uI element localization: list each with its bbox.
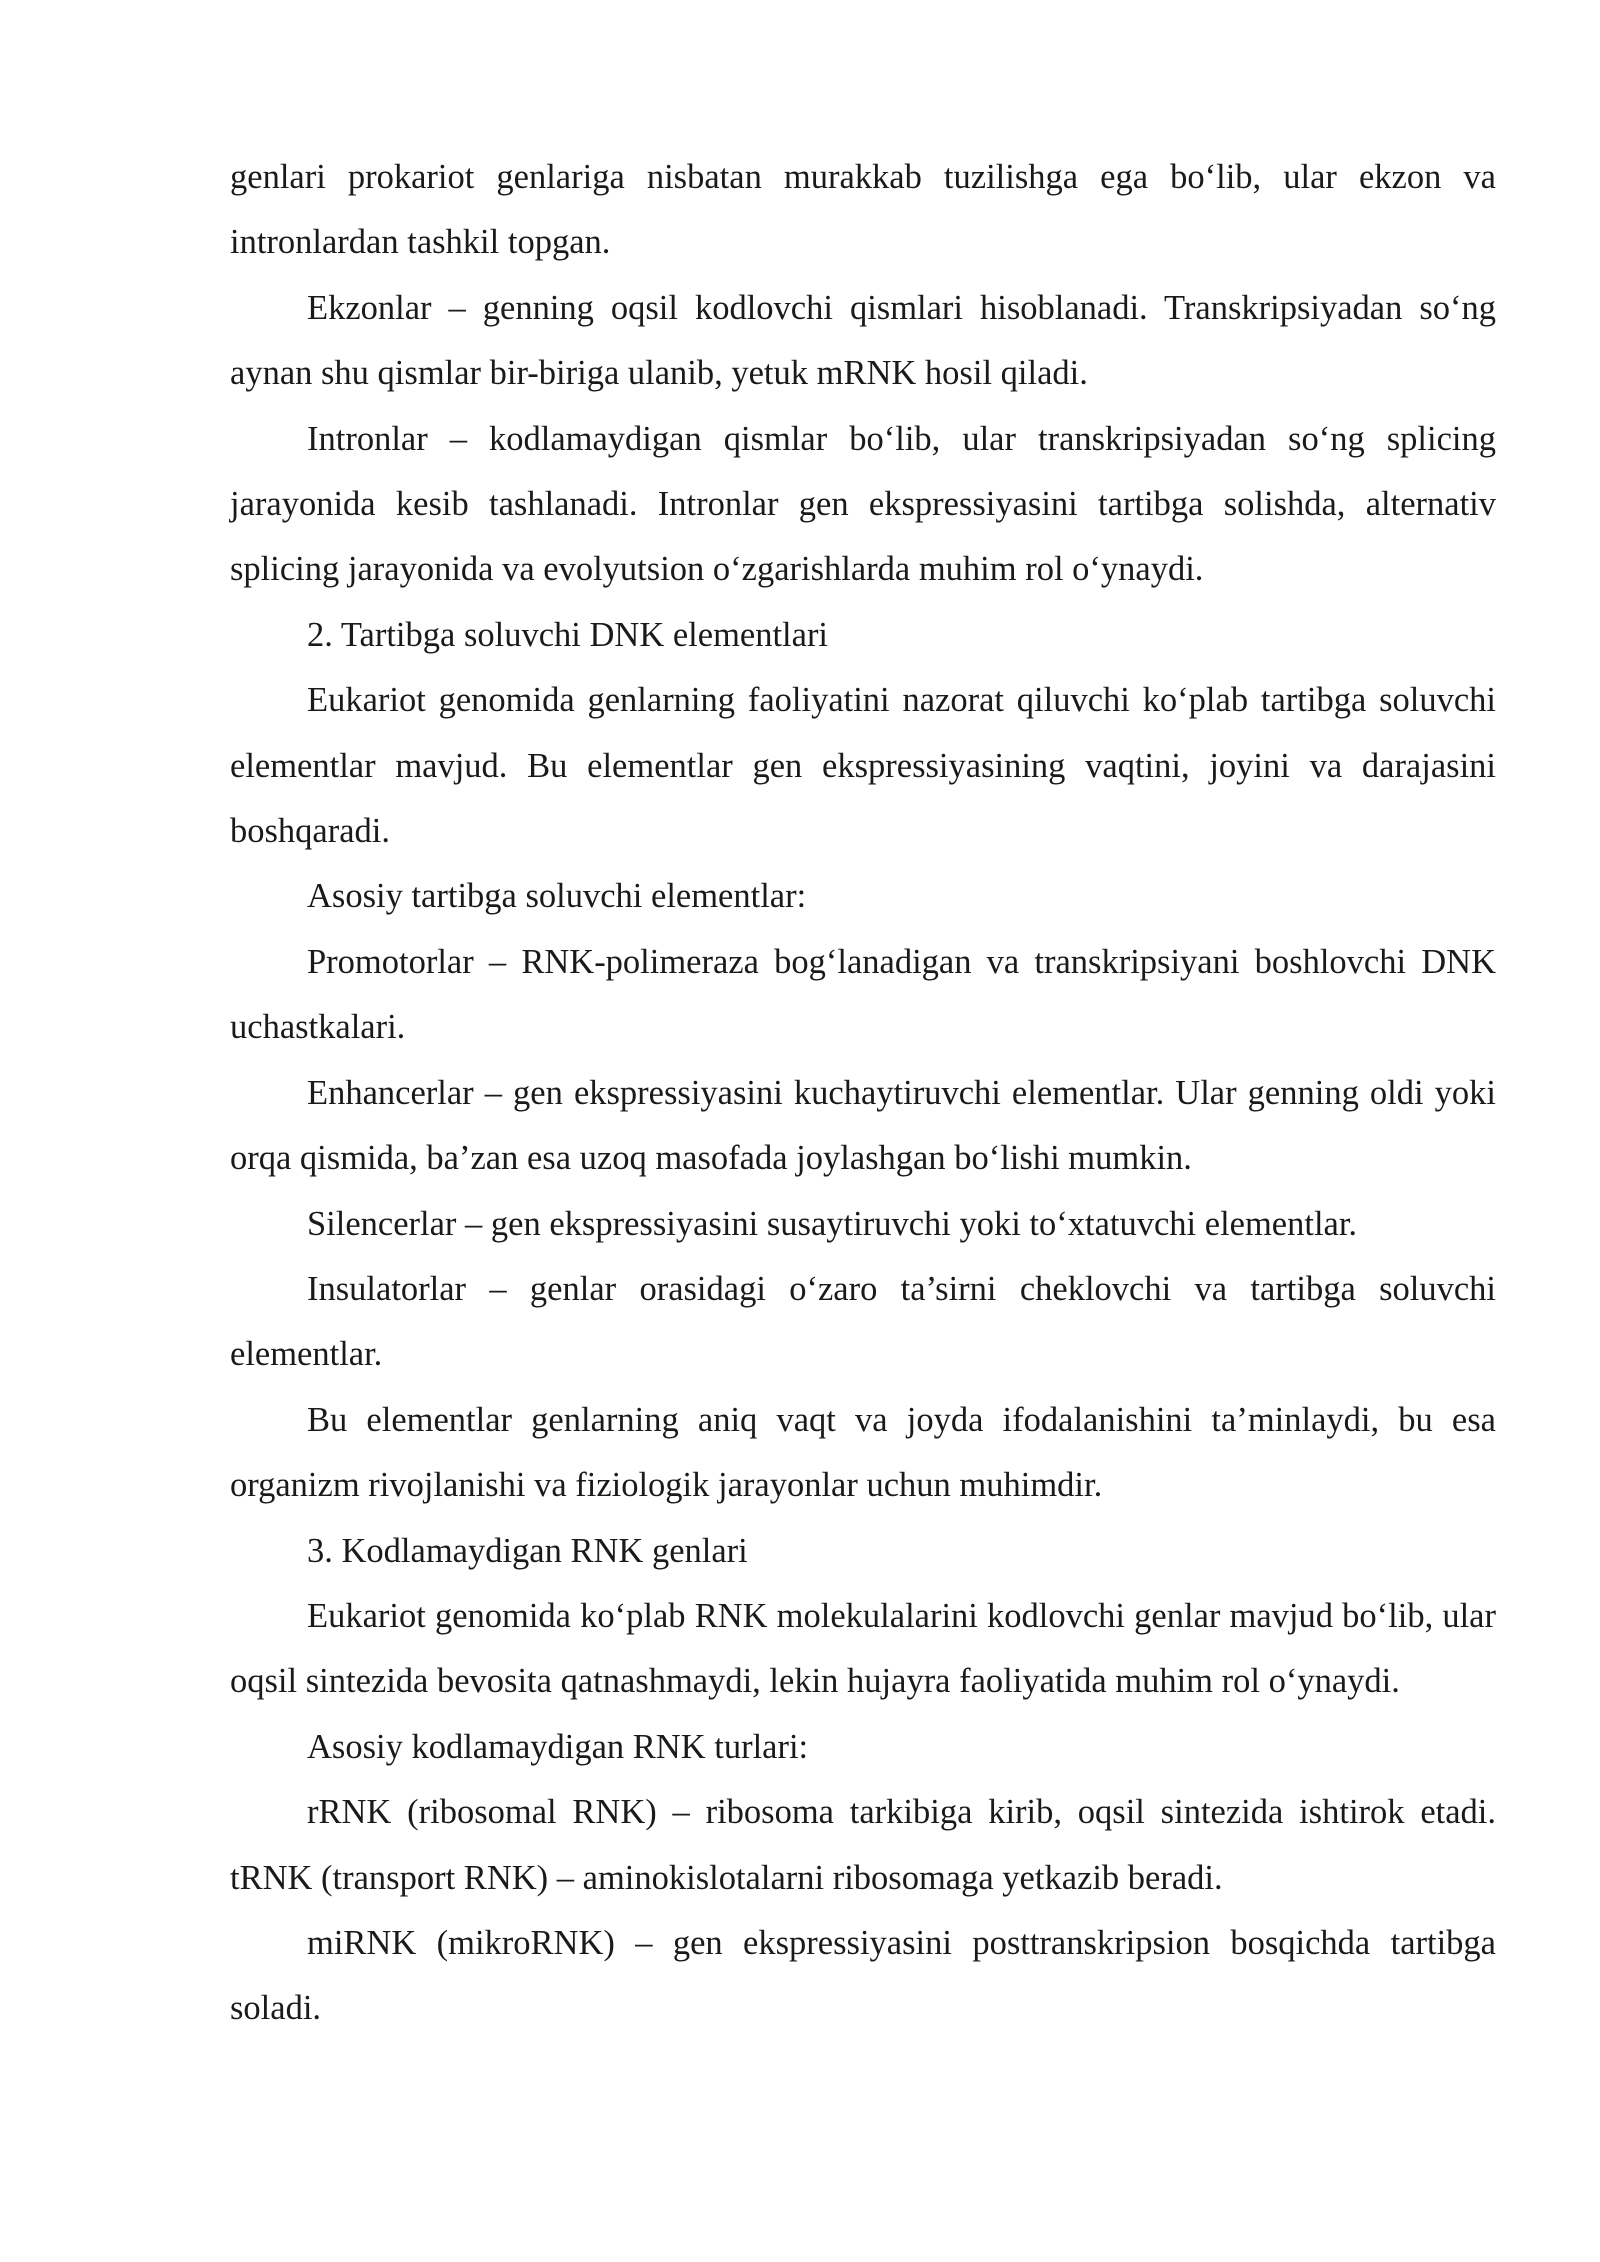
paragraph-elements-summary: Bu elementlar genlarning aniq vaqt va joyda ifodalanishini ta’minlaydi, bu esa organizm rivojlanishi va fiziologik jarayonlar uchun muhimdir.	[230, 1400, 1496, 1505]
paragraph-enhancers: Enhancerlar – gen ekspressiyasini kuchaytiruvchi elementlar. Ular genning oldi yoki orqa qismida, ba’zan esa uzoq masofada joylashgan bo‘lishi mumkin.	[230, 1073, 1496, 1178]
paragraph-promoters: Promotorlar – RNK-polimeraza bog‘lanadigan va transkripsiyani boshlovchi DNK uchastkalari.	[230, 942, 1496, 1047]
paragraph-silencers: Silencerlar – gen ekspressiyasini susaytiruvchi yoki to‘xtatuvchi elementlar.	[307, 1204, 1358, 1243]
paragraph-continuation: genlari prokariot genlariga nisbatan murakkab tuzilishga ega bo‘lib, ular ekzon va intronlardan tashkil topgan.	[230, 158, 1496, 262]
paragraph-insulators: Insulatorlar – genlar orasidagi o‘zaro ta’sirni cheklovchi va tartibga soluvchi elementlar.	[230, 1269, 1496, 1374]
paragraph-mirna: miRNK (mikroRNK) – gen ekspressiyasini posttranskripsion bosqichda tartibga soladi.	[230, 1923, 1496, 2028]
paragraph-exons: Ekzonlar – genning oqsil kodlovchi qismlari hisoblanadi. Transkripsiyadan so‘ng aynan shu qismlar bir-biriga ulanib, yetuk mRNK hosil qiladi.	[230, 288, 1496, 393]
section-heading-regulatory-elements: 2. Tartibga soluvchi DNK elementlari	[307, 615, 829, 654]
paragraph-rrna-trna: rRNK (ribosomal RNK) – ribosoma tarkibiga kirib, oqsil sintezida ishtirok etadi. tRNK (transport RNK) – aminokislotalarni ribosomaga yetkazib beradi.	[230, 1793, 1496, 1897]
paragraph-rna-types-heading: Asosiy kodlamaydigan RNK turlari:	[307, 1727, 809, 1766]
paragraph-main-elements-heading: Asosiy tartibga soluvchi elementlar:	[307, 877, 807, 916]
paragraph-regulatory-intro: Eukariot genomida genlarning faoliyatini nazorat qiluvchi ko‘plab tartibga soluvchi elementlar mavjud. Bu elementlar gen ekspressiyasining vaqtini, joyini va darajasini boshqaradi.	[230, 681, 1496, 851]
section-heading-noncoding-rna: 3. Kodlamaydigan RNK genlari	[307, 1531, 748, 1570]
paragraph-noncoding-rna-intro: Eukariot genomida ko‘plab RNK molekulalarini kodlovchi genlar mavjud bo‘lib, ular oqsil sintezida bevosita qatnashmaydi, lekin hujayra faoliyatida muhim rol o‘ynaydi.	[230, 1596, 1496, 1701]
paragraph-introns: Intronlar – kodlamaydigan qismlar bo‘lib, ular transkripsiyadan so‘ng splicing jarayonida kesib tashlanadi. Intronlar gen ekspressiyasini tartibga solishda, alternativ splicing jarayonida va evolyutsion o‘zgarishlarda muhim rol o‘ynaydi.	[230, 419, 1496, 589]
document-page	[230, 145, 1496, 2042]
